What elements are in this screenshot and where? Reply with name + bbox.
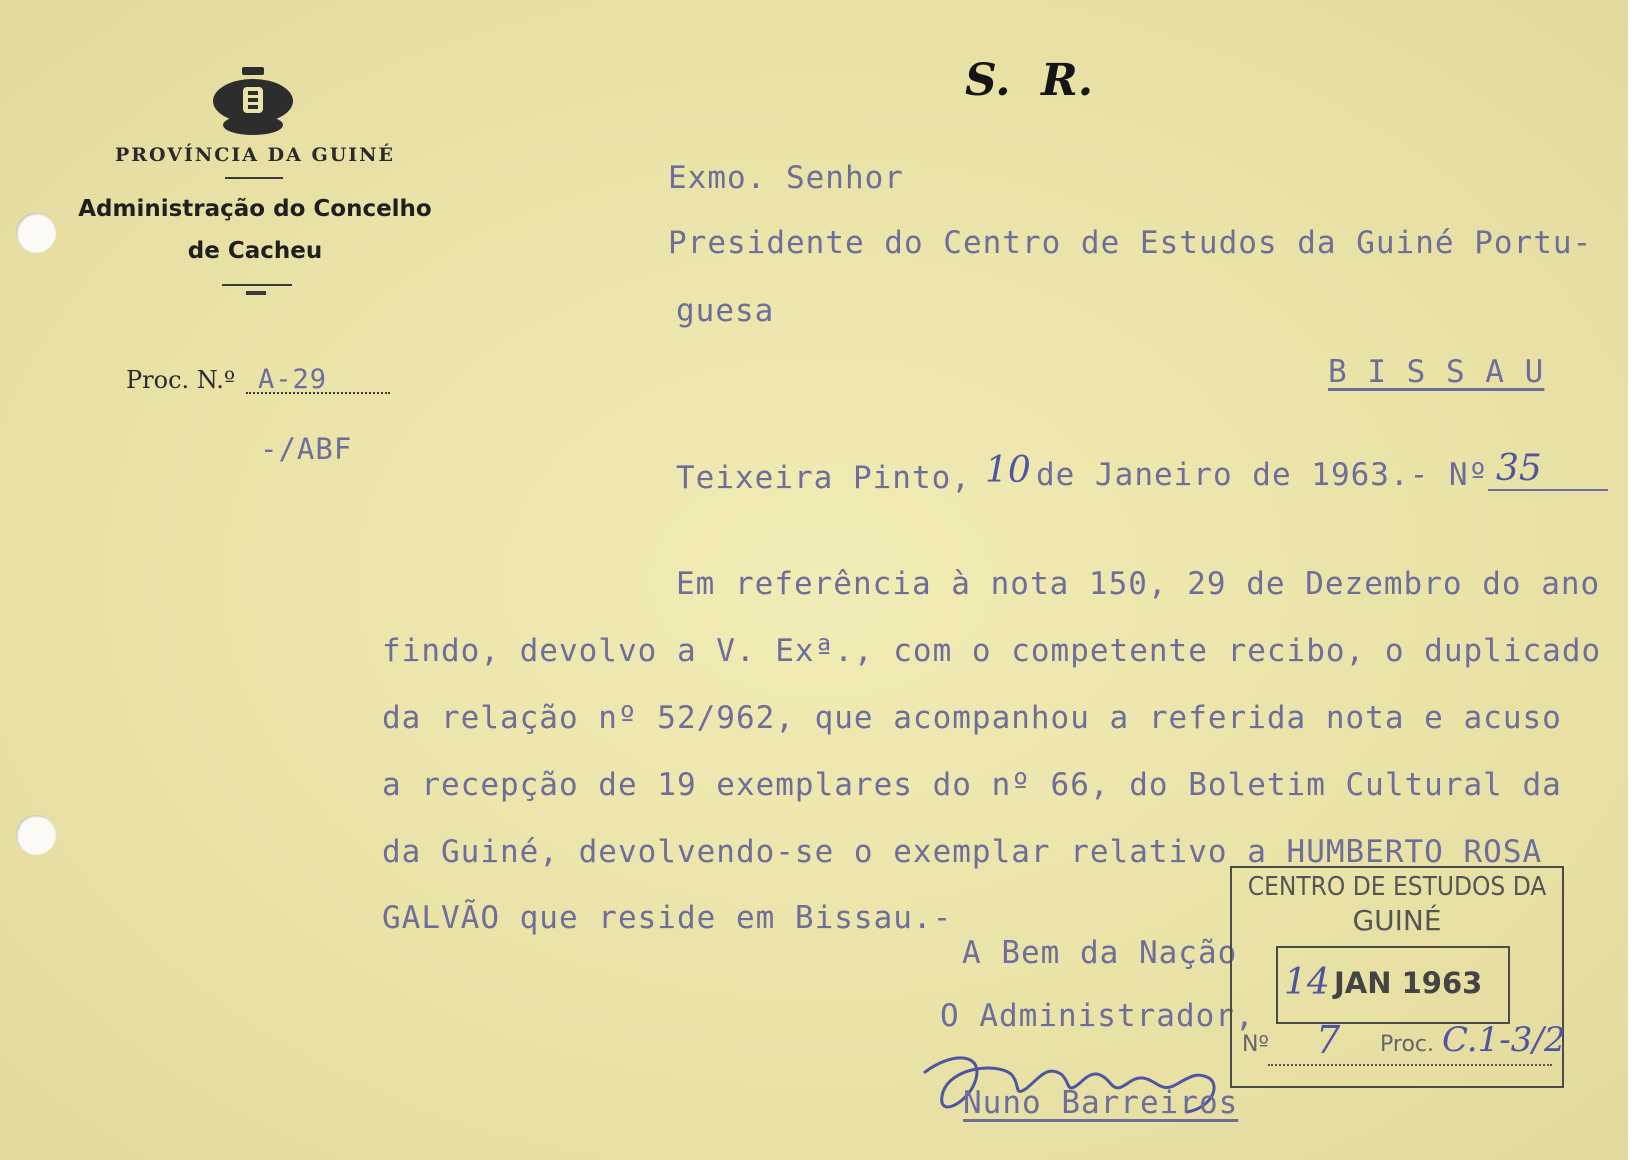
stamp-proc-value: C.1-3/2	[1442, 1020, 1566, 1060]
number-underline	[1488, 489, 1608, 491]
body-line: Em referência à nota 150, 29 de Dezembro do ano	[676, 566, 1601, 602]
proc-dotted-line	[246, 392, 390, 394]
stamp-no-label: Nº	[1242, 1032, 1269, 1057]
body-line: GALVÃO que reside em Bissau.-	[382, 900, 953, 936]
divider	[222, 284, 292, 286]
proc-label: Proc. N.º	[126, 366, 236, 394]
scan-edge	[1628, 0, 1643, 1160]
proc-value: A-29	[258, 364, 328, 395]
coat-of-arms-icon	[208, 65, 298, 137]
stamp-line2: GUINÉ	[1352, 904, 1442, 937]
stamp-date-box	[1276, 946, 1510, 1024]
stamp-no-value: 7	[1316, 1018, 1341, 1062]
letter-number: 35	[1496, 448, 1542, 489]
punch-hole-top	[16, 213, 56, 253]
body-line: da Guiné, devolvendo-se o exemplar relativo a HUMBERTO ROSA	[382, 834, 1543, 870]
stamp-proc-label: Proc.	[1380, 1032, 1434, 1057]
signer-name: Nuno Barreiros	[963, 1085, 1239, 1121]
addressee-line1: Presidente do Centro de Estudos da Guiné Portu-	[668, 225, 1593, 261]
salutation: Exmo. Senhor	[668, 160, 904, 196]
stamp-dotted-line	[1268, 1064, 1552, 1066]
stamp-date: JAN 1963	[1334, 966, 1483, 1000]
addressee-city: B I S S A U	[1328, 354, 1545, 390]
body-line: findo, devolvo a V. Exª., com o competente recibo, o duplicado	[382, 633, 1602, 669]
province-heading: PROVÍNCIA DA GUINÉ	[114, 144, 396, 166]
date-rest: de Janeiro de 1963.- Nº	[1036, 457, 1489, 493]
date-place: Teixeira Pinto,	[676, 460, 971, 496]
punch-hole-bottom	[16, 815, 56, 855]
divider-dash	[246, 291, 266, 295]
sr-mark: S. R.	[965, 55, 1094, 106]
reference-code: -/ABF	[260, 432, 353, 466]
body-line: da relação nº 52/962, que acompanhou a referida nota e acuso	[382, 700, 1562, 736]
body-line: a recepção de 19 exemplares do nº 66, do Boletim Cultural da	[382, 767, 1562, 803]
office-line2: de Cacheu	[187, 238, 323, 264]
stamp-line1: CENTRO DE ESTUDOS DA	[1247, 872, 1547, 902]
date-day: 10	[985, 450, 1031, 491]
addressee-line2: guesa	[676, 293, 775, 329]
receipt-stamp	[1230, 866, 1564, 1088]
office-line1: Administração do Concelho	[78, 196, 432, 222]
closing-line2: O Administrador,	[940, 998, 1255, 1034]
closing-line1: A Bem da Nação	[962, 935, 1238, 971]
divider	[225, 177, 283, 179]
stamp-day: 14	[1284, 962, 1330, 1003]
